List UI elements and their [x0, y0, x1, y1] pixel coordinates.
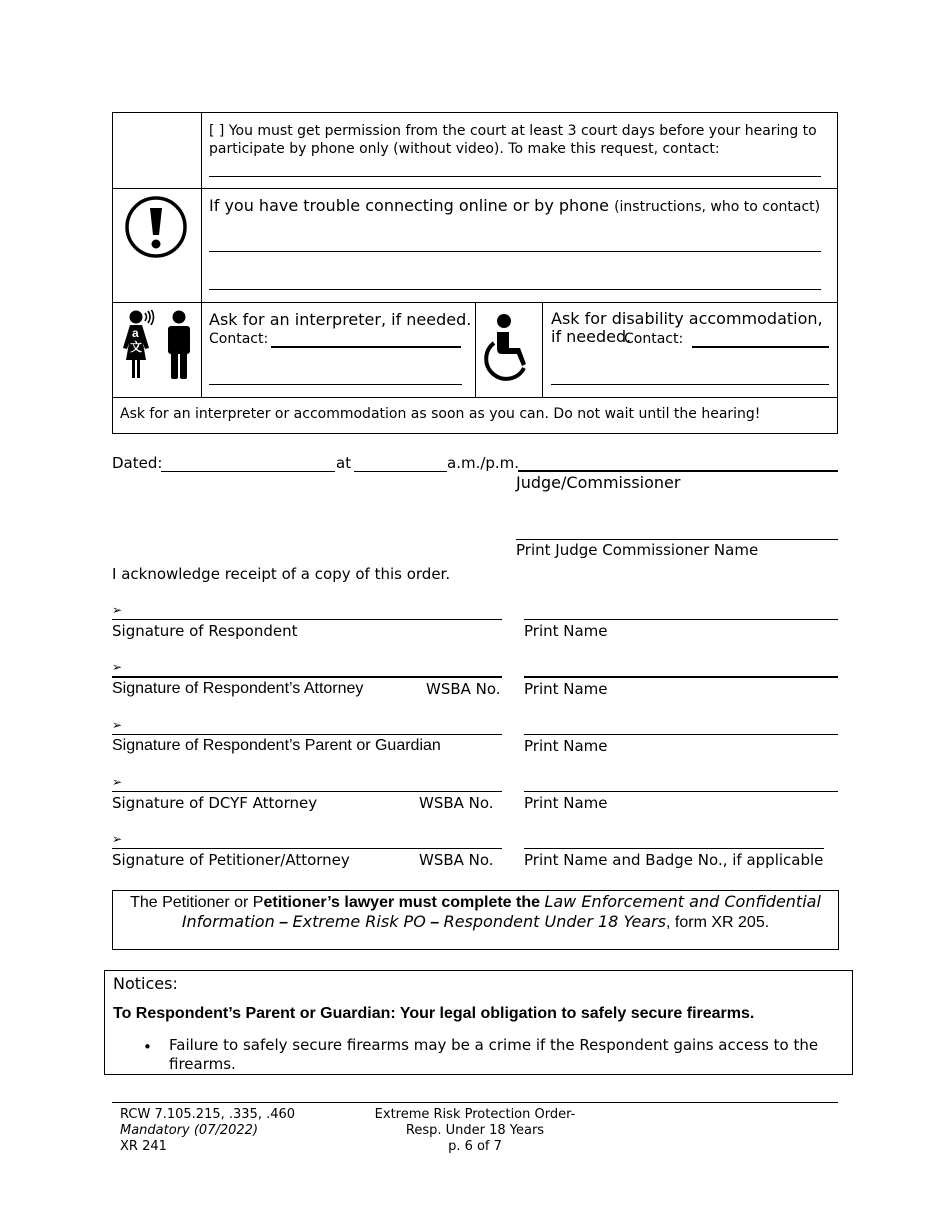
table-row-divider: [113, 397, 837, 398]
dcyf-signature-line[interactable]: [112, 791, 502, 792]
respondent-print-name-line[interactable]: [524, 619, 838, 620]
petitioner-wsba-label: WSBA No.: [419, 851, 494, 869]
footer-form-id: XR 241: [120, 1139, 167, 1154]
petitioner-print-name-line[interactable]: [524, 848, 824, 849]
time-line[interactable]: [354, 471, 447, 472]
respondent-attorney-print-name-label: Print Name: [524, 680, 608, 698]
footer-center: [360, 1107, 590, 1155]
interpreter-glyph-b: 文: [130, 340, 143, 354]
wheelchair-icon: [484, 312, 534, 384]
parent-signature-line[interactable]: [112, 734, 502, 735]
petitioner-signature-line[interactable]: [112, 848, 502, 849]
respondent-attorney-signature-line[interactable]: [112, 676, 502, 678]
signature-arrow-icon: ➢: [112, 718, 123, 732]
petitioner-signature-label: Signature of Petitioner/Attorney: [112, 851, 350, 869]
enforcement-form-title-1: Law Enforcement and Confidential Information: [181, 892, 821, 931]
footer-left: [120, 1107, 295, 1155]
signature-arrow-icon: ➢: [112, 832, 123, 846]
disability-contact-label: Contact:: [624, 331, 684, 347]
footer-title-2: Resp. Under 18 Years: [405, 1123, 545, 1138]
enforcement-text-1: The Petitioner or P: [130, 894, 264, 911]
trouble-connecting-main: If you have trouble connecting online or by phone: [209, 196, 609, 215]
trouble-contact-line-2[interactable]: [209, 289, 821, 290]
interpreter-text: Ask for an interpreter, if needed.: [209, 310, 472, 329]
print-judge-label: Print Judge Commissioner Name: [516, 541, 759, 559]
disability-text: Ask for disability accommodation, if needed.: [551, 309, 823, 346]
trouble-contact-line-1[interactable]: [209, 251, 821, 252]
signature-arrow-icon: ➢: [112, 660, 123, 674]
respondent-signature-line[interactable]: [112, 619, 502, 620]
interpreter-contact-label: Contact:: [209, 331, 269, 347]
exclamation-icon: [125, 196, 187, 258]
asap-notice: Ask for an interpreter or accommodation as soon as you can. Do not wait until the hearing!: [120, 406, 761, 422]
at-label: at: [336, 454, 352, 472]
respondent-attorney-print-name-line[interactable]: [524, 676, 838, 678]
dcyf-signature-label: Signature of DCYF Attorney: [112, 794, 318, 812]
dcyf-print-name-label: Print Name: [524, 794, 608, 812]
enforcement-form-title-2: Extreme Risk PO: [292, 912, 426, 931]
disability-text-block: [551, 310, 831, 346]
respondent-attorney-signature-label: Signature of Respondent’s Attorney: [112, 680, 364, 697]
parent-obligation-title: [113, 1005, 754, 1023]
trouble-connecting-text: [209, 196, 820, 215]
print-judge-line[interactable]: [516, 539, 838, 540]
parent-signature-label: Signature of Respondent’s Parent or Guardian: [112, 737, 441, 754]
dated-label: Dated:: [112, 454, 163, 472]
petitioner-print-name-label: Print Name and Badge No., if applicable: [524, 851, 824, 869]
respondent-attorney-wsba-label: WSBA No.: [426, 680, 501, 698]
table-column-divider: [201, 113, 202, 397]
parent-obligation-title-period: .: [749, 1005, 755, 1022]
phone-only-permission-text: [ ] You must get permission from the court at least 3 court days before your hearing to participate by phone only (without video). To make this request, contact:: [209, 123, 817, 157]
enforcement-dash-1: –: [274, 914, 293, 931]
enforcement-form-title-3: Respondent Under 18 Years: [443, 912, 667, 931]
table-row-divider: [113, 188, 837, 189]
footer-mandatory: Mandatory (07/2022): [120, 1123, 259, 1138]
dcyf-print-name-line[interactable]: [524, 791, 838, 792]
footer-page-number: p. 6 of 7: [448, 1139, 502, 1154]
date-line[interactable]: [161, 471, 335, 472]
interpreter-glyph-a: a: [132, 326, 139, 340]
judge-label: Judge/Commissioner: [516, 473, 681, 492]
phone-contact-line[interactable]: [209, 176, 821, 177]
firearms-notice-bullet: Failure to safely secure firearms may be a crime if the Respondent gains access to the firearms.: [169, 1036, 819, 1073]
dcyf-wsba-label: WSBA No.: [419, 794, 494, 812]
notices-heading: Notices:: [113, 974, 178, 993]
parent-print-name-label: Print Name: [524, 737, 608, 755]
disability-contact-line-2[interactable]: [551, 384, 829, 385]
enforcement-instruction-box: [112, 890, 839, 950]
respondent-print-name-label: Print Name: [524, 622, 608, 640]
enforcement-text-2: etitioner’s lawyer must complete the: [263, 894, 545, 911]
signature-arrow-icon: ➢: [112, 603, 123, 617]
signature-arrow-icon: ➢: [112, 775, 123, 789]
enforcement-form-number: , form XR 205.: [666, 914, 770, 931]
acknowledge-text: I acknowledge receipt of a copy of this order.: [112, 565, 451, 583]
bullet-icon: •: [143, 1038, 152, 1056]
ampm-label: a.m./p.m.: [447, 454, 520, 472]
table-column-divider: [542, 302, 543, 397]
footer-rcw: RCW 7.105.215, .335, .460: [120, 1107, 296, 1122]
disability-contact-line[interactable]: [692, 346, 829, 348]
parent-print-name-line[interactable]: [524, 734, 838, 735]
interpreter-contact-line-2[interactable]: [209, 384, 462, 385]
judge-signature-line[interactable]: [518, 470, 838, 472]
interpreter-contact-line[interactable]: [271, 346, 461, 348]
footer-title-1: Extreme Risk Protection Order-: [374, 1107, 576, 1122]
enforcement-dash-2: –: [425, 914, 444, 931]
parent-obligation-title-text: To Respondent’s Parent or Guardian: Your legal obligation to safely secure firearms: [113, 1005, 750, 1022]
respondent-signature-label: Signature of Respondent: [112, 622, 298, 640]
footer-divider: [112, 1102, 838, 1103]
hearing-info-table: [112, 112, 838, 434]
table-column-divider: [475, 302, 476, 397]
trouble-connecting-note: (instructions, who to contact): [614, 199, 821, 215]
interpreter-icon: [119, 310, 197, 382]
